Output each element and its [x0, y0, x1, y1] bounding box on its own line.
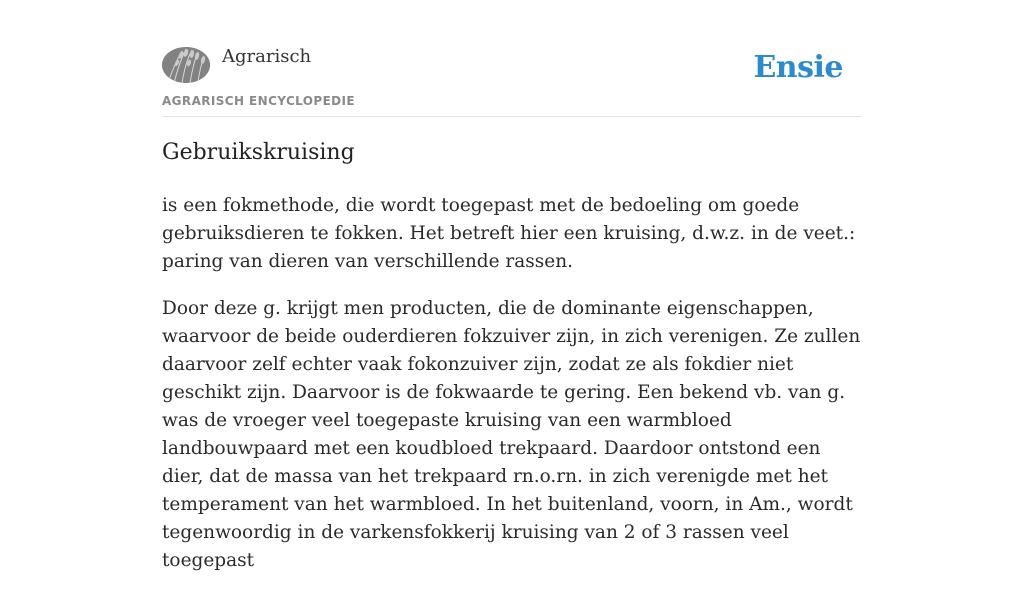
article-title: Gebruikskruising — [162, 140, 355, 165]
article-paragraph: is een fokmethode, die wordt toegepast met de bedoeling om goede gebruiksdieren te fokken. Het betreft hier een kruising, d.w.z. in de veet.: paring van dieren van verschillende rassen. — [162, 195, 856, 272]
site-name[interactable]: Agrarisch — [222, 46, 312, 67]
page — [162, 0, 862, 571]
article-paragraph: Door deze g. krijgt men producten, die de dominante eigenschappen, waarvoor de beide ouderdieren fokzuiver zijn, in zich verenigen. Ze zullen daarvoor zelf echter vaak fokonzuiver zijn, zodat ze als fokdier niet geschikt zijn. Daarvoor is de fokwaarde te gering. Een bekend vb. van g. was de vroeger veel toegepaste kruising van een warmbloed landbouwpaard met een koudbloed trekpaard. Daardoor ontstond een dier, dat de massa van het trekpaard rn.o.rn. in zich verenigde met het temperament van het warmbloed. In het buitenland, voorn, in Am., wordt tegenwoordig in de varkensfokkerij kruising van 2 of 3 rassen veel toegepast — [162, 298, 861, 571]
site-subtitle: AGRARISCH ENCYCLOPEDIE — [162, 94, 355, 108]
article-body — [162, 192, 862, 594]
site-header — [162, 0, 862, 117]
brand-logo[interactable]: Ensie — [753, 50, 843, 85]
wheat-logo-icon[interactable] — [162, 47, 210, 83]
